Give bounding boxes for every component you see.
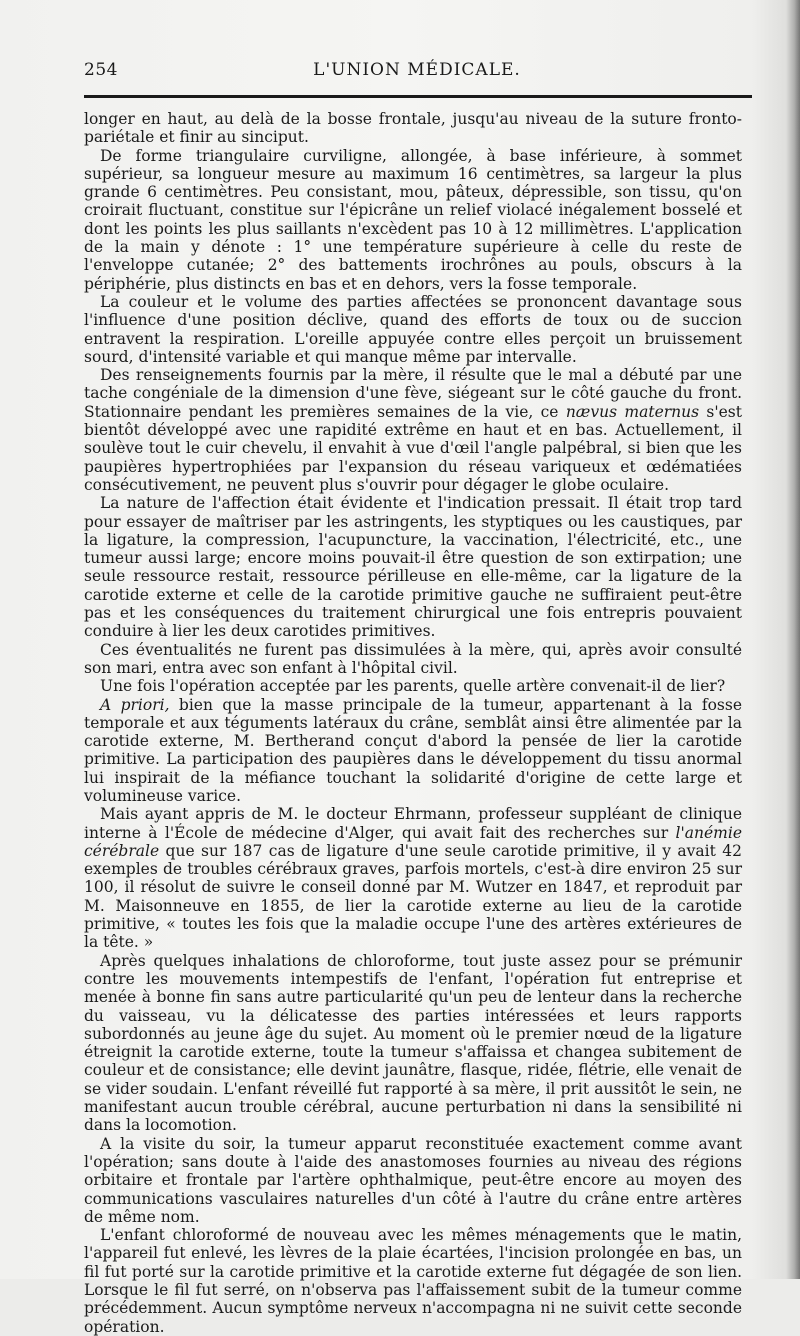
- page-binding-shadow: [786, 0, 800, 1279]
- paragraph-text: s'est bientôt développé avec une rapidité extrême en haut et en bas. Actuellement, il soulève tout le cuir chevelu, il envahit à vue d'œil l'angle palpébral, si bien que les paupières hypertrophiées par l'expansion du réseau variqueux et œdématiées consécutivement, ne peuvent plus s'ouvrir pour dégager le globe oculaire.: [84, 402, 742, 494]
- paragraph: longer en haut, au delà de la bosse frontale, jusqu'au niveau de la suture fronto-pariétale et finir au sinciput.: [84, 110, 742, 147]
- paragraph-text: Des renseignements fournis par la mère, il résulte que le mal a débuté par une tache congéniale de la dimension d'une fève, siégeant sur le côté gauche du front. Stationnaire pendant les premières semaines de la vie, ce: [84, 366, 742, 421]
- paragraph: L'enfant chloroformé de nouveau avec les mêmes ménagements que le matin, l'appareil fut enlevé, les lèvres de la plaie écartées, l'incision prolongée en bas, un fil fut porté sur la carotide primitive et la carotide externe fut dégagée de son lien. Lorsque le fil fut serré, on n'observa pas l'affaissement subit de la tumeur comme précédemment. Aucun symptôme nerveux n'accompagna ni ne suivit cette seconde opération.: [84, 1226, 742, 1336]
- page-header: [84, 60, 750, 90]
- paragraph: [84, 366, 742, 494]
- paragraph-text: bien que la masse principale de la tumeur, appartenant à la fosse temporale et aux téguments latéraux du crâne, semblât ainsi être alimentée par la carotide externe, M. Bertherand conçut d'abord la pensée de lier la carotide primitive. La participation des paupières dans le développement du tissu anormal lui inspirait de la méfiance touchant la solidarité d'origine de cette large et volumineuse varice.: [84, 695, 742, 805]
- running-title: L'UNION MÉDICALE.: [313, 60, 521, 80]
- italic-term: l'anémie cérébrale: [84, 823, 742, 860]
- header-rule: [84, 95, 752, 98]
- paragraph: De forme triangulaire curviligne, allongée, à base inférieure, à sommet supérieur, sa longueur mesure au maximum 16 centimètres, sa largeur la plus grande 6 centimètres. Peu consistant, mou, pâteux, dépressible, son tissu, qu'on croirait fluctuant, constitue sur l'épicrâne un relief violacé inégalement bosselé et dont les points les plus saillants n'excèdent pas 10 à 12 millimètres. L'application de la main y dénote : 1° une température supérieure à celle du reste de l'enveloppe cutanée; 2° des battements irochrônes au pouls, obscurs à la périphérie, plus distincts en bas et en dehors, vers la fosse temporale.: [84, 146, 742, 293]
- paragraph: A la visite du soir, la tumeur apparut reconstituée exactement comme avant l'opération; sans doute à l'aide des anastomoses fournies au niveau des régions orbitaire et frontale par l'artère ophthalmique, peut-être encore au moyen des communications vasculaires naturelles d'un côté à l'autre du crâne entre artères de même nom.: [84, 1134, 742, 1226]
- paragraph: Ces éventualités ne furent pas dissimulées à la mère, qui, après avoir consulté son mari, entra avec son enfant à l'hôpital civil.: [84, 640, 742, 677]
- paragraph-text: que sur 187 cas de ligature d'une seule carotide primitive, il y avait 42 exemples de troubles cérébraux graves, parfois mortels, c'est-à dire environ 25 sur 100, il résolut de suivre le conseil donné par M. Wutzer en 1847, et reproduit par M. Maisonneuve en 1855, de lier la carotide externe au lieu de la carotide primitive, « toutes les fois que la maladie occupe l'une des artères extérieures de la tête. »: [84, 841, 742, 952]
- paragraph: Une fois l'opération acceptée par les parents, quelle artère convenait-il de lier?: [100, 677, 726, 696]
- italic-term: A priori,: [100, 695, 170, 714]
- paragraph-text: Mais ayant appris de M. le docteur Ehrmann, professeur suppléant de clinique interne à l'École de médecine d'Alger, qui avait fait des recherches sur: [84, 805, 742, 842]
- italic-term: nævus maternus: [565, 402, 700, 421]
- article-body: [84, 110, 742, 1336]
- paragraph: [84, 805, 742, 951]
- paragraph: La couleur et le volume des parties affectées se prononcent davantage sous l'influence d'une position déclive, quand des efforts de toux ou de succion entravent la respiration. L'oreille appuyée contre elles perçoit un bruissement sourd, d'intensité variable et qui manque même par intervalle.: [84, 292, 742, 366]
- page-number: 254: [84, 60, 118, 80]
- paragraph: Après quelques inhalations de chloroforme, tout juste assez pour se prémunir contre les mouvements intempestifs de l'enfant, l'opération fut entreprise et menée à bonne fin sans autre particularité qu'un peu de lenteur dans la recherche du vaisseau, vu la délicatesse des parties intéressées et leurs rapports subordonnés au jeune âge du sujet. Au moment où le premier nœud de la ligature étreignit la carotide externe, toute la tumeur s'affaissa et changea subitement de couleur et de consistance; elle devint jaunâtre, flasque, ridée, flétrie, elle venait de se vider soudain. L'enfant réveillé fut rapporté à sa mère, il prit aussitôt le sein, ne manifestant aucun trouble cérébral, aucune perturbation ni dans la sensibilité ni dans la locomotion.: [84, 951, 742, 1135]
- paragraph: [84, 696, 742, 806]
- paragraph: La nature de l'affection était évidente et l'indication pressait. Il était trop tard pour essayer de maîtriser par les astringents, les styptiques ou les caustiques, par la ligature, la compression, l'acupuncture, la vaccination, l'électricité, etc., une tumeur aussi large; encore moins pouvait-il être question de son extirpation; une seule ressource restait, ressource périlleuse en elle-même, car la ligature de la carotide externe et celle de la carotide primitive gauche ne suffiraient peut-être pas et les conséquences du traitement chirurgical une fois entrepris pouvaient conduire à lier les deux carotides primitives.: [84, 494, 742, 641]
